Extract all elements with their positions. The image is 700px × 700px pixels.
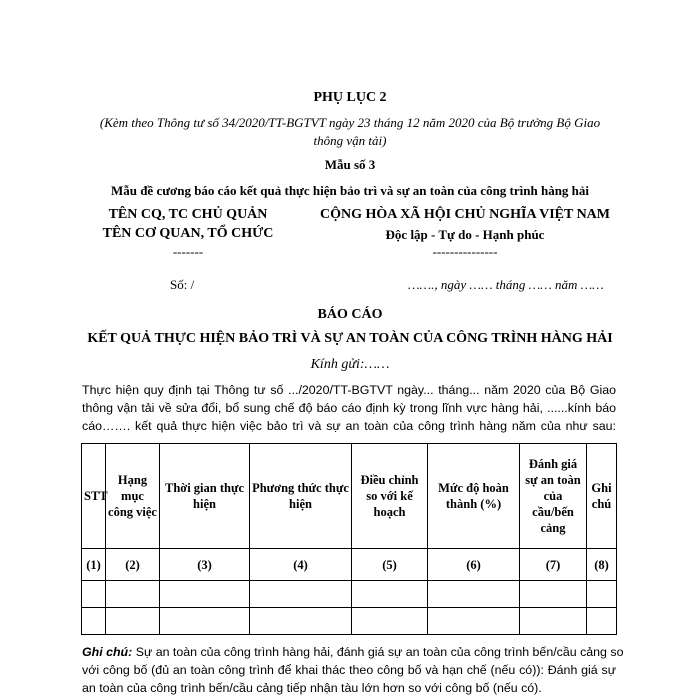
column-header-stt: STT [82, 444, 106, 549]
attached-note-line2: thông vận tải) [313, 133, 387, 148]
column-header-method: Phương thức thực hiện [250, 444, 352, 549]
column-header-time: Thời gian thực hiện [160, 444, 250, 549]
table-cell [352, 581, 428, 608]
table-cell [428, 608, 520, 635]
agency-divider: ------- [172, 244, 204, 259]
table-cell: (1) [82, 549, 106, 581]
table-header-row [82, 444, 617, 549]
table-cell [106, 581, 160, 608]
document-date: ……., ngày …… tháng …… năm …… [408, 277, 604, 292]
table-cell [587, 581, 617, 608]
table-cell [106, 608, 160, 635]
table-cell [250, 581, 352, 608]
report-table [81, 443, 617, 635]
column-header-safety: Đánh giá sự an toàn của cầu/bến cảng [520, 444, 587, 549]
table-cell [520, 608, 587, 635]
report-title: BÁO CÁO [317, 307, 383, 322]
table-cell [587, 608, 617, 635]
motto-divider: --------------- [432, 244, 498, 259]
report-subtitle: KẾT QUẢ THỰC HIỆN BẢO TRÌ VÀ SỰ AN TOÀN CỦA CÔNG TRÌNH HÀNG HẢI [87, 331, 613, 346]
note-label: Ghi chú: [82, 645, 133, 659]
column-header-notes: Ghi chú [587, 444, 617, 549]
table-row [82, 581, 617, 608]
table-cell: (8) [587, 549, 617, 581]
note-text1: Sự an toàn của công trình hàng hải, đánh giá sự an toàn của công trình bến/cầu cảng so [132, 645, 624, 659]
intro-line2: thông vận tải về sửa đổi, bổ sung chế độ báo cáo định kỳ trong lĩnh vực hàng hải, ......kính báo [82, 401, 616, 415]
intro-line1: Thực hiện quy định tại Thông tư số .../2020/TT-BGTVT ngày... tháng... năm 2020 của Bộ Giao [82, 383, 616, 397]
note-line1 [82, 643, 624, 661]
table-row [82, 608, 617, 635]
table-cell: (6) [428, 549, 520, 581]
report-recipient: Kính gửi:…… [310, 357, 390, 372]
form-title: Mẫu đề cương báo cáo kết quả thực hiện bảo trì và sự an toàn của công trình hàng hải [110, 183, 590, 198]
table-cell: (4) [250, 549, 352, 581]
document-number: Số: / [170, 277, 195, 292]
table-cell: (2) [106, 549, 160, 581]
attached-note-line1: (Kèm theo Thông tư số 34/2020/TT-BGTVT ngày 23 tháng 12 năm 2020 của Bộ trưởng Bộ Giao [99, 115, 601, 130]
table-cell: (3) [160, 549, 250, 581]
table-cell [160, 581, 250, 608]
form-number: Mẫu số 3 [324, 157, 376, 172]
table-cell [428, 581, 520, 608]
table-number-row [82, 549, 617, 581]
nation-motto: Độc lập - Tự do - Hạnh phúc [385, 227, 545, 242]
column-header-adjustment: Điều chỉnh so với kế hoạch [352, 444, 428, 549]
table-cell [250, 608, 352, 635]
table-cell [352, 608, 428, 635]
table-cell [82, 608, 106, 635]
appendix-title: PHỤ LỤC 2 [313, 90, 387, 105]
table-cell [160, 608, 250, 635]
table-cell [520, 581, 587, 608]
agency-line1: TÊN CQ, TC CHỦ QUẢN [108, 207, 268, 222]
column-header-completion: Mức độ hoàn thành (%) [428, 444, 520, 549]
nation-title: CỘNG HÒA XÃ HỘI CHỦ NGHĨA VIỆT NAM [319, 207, 610, 222]
intro-line3: cáo……. kết quả thực hiện việc bảo trì và sự an toàn của công trình hàng năm của như sau: [82, 419, 616, 433]
table-cell [82, 581, 106, 608]
note-line2: với công bố (đủ an toàn công trình để khai thác theo công bố và hạn chế (nếu có)): Đánh giá sự [82, 663, 616, 677]
intro-paragraph [82, 381, 616, 435]
column-header-work-item: Hạng mục công việc [106, 444, 160, 549]
note-line3: an toàn của công trình bến/cầu cảng tiếp nhận tàu lớn hơn so với công bố (nếu có). [82, 681, 542, 695]
table-cell: (5) [352, 549, 428, 581]
agency-line2: TÊN CƠ QUAN, TỔ CHỨC [102, 226, 274, 241]
note-paragraph [82, 643, 624, 697]
table-cell: (7) [520, 549, 587, 581]
